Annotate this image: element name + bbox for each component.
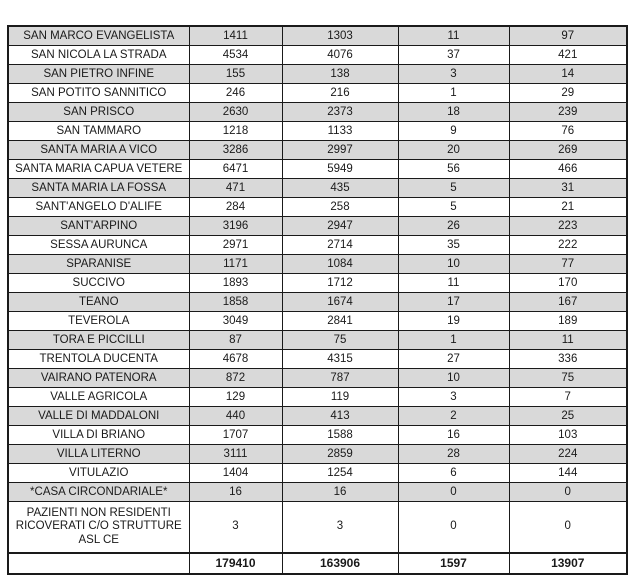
table-row <box>8 179 627 198</box>
value-cell: 4534 <box>189 46 282 65</box>
table-row <box>8 445 627 464</box>
table-row <box>8 103 627 122</box>
value-cell: 0 <box>509 502 627 554</box>
value-cell: 223 <box>509 217 627 236</box>
municipality-name-cell: VAIRANO PATENORA <box>8 369 189 388</box>
municipality-name-cell: *CASA CIRCONDARIALE* <box>8 483 189 502</box>
municipality-name-cell: SANTA MARIA LA FOSSA <box>8 179 189 198</box>
value-cell: 3286 <box>189 141 282 160</box>
table-row <box>8 84 627 103</box>
totals-value-cell: 13907 <box>509 553 627 574</box>
value-cell: 11 <box>398 274 509 293</box>
table-row <box>8 274 627 293</box>
value-cell: 1707 <box>189 426 282 445</box>
value-cell: 466 <box>509 160 627 179</box>
municipality-name-cell: SESSA AURUNCA <box>8 236 189 255</box>
table-row <box>8 407 627 426</box>
value-cell: 336 <box>509 350 627 369</box>
value-cell: 27 <box>398 350 509 369</box>
value-cell: 1588 <box>282 426 398 445</box>
municipality-name-cell: SANT'ARPINO <box>8 217 189 236</box>
value-cell: 1712 <box>282 274 398 293</box>
value-cell: 2859 <box>282 445 398 464</box>
value-cell: 19 <box>398 312 509 331</box>
value-cell: 3 <box>398 65 509 84</box>
value-cell: 2841 <box>282 312 398 331</box>
value-cell: 87 <box>189 331 282 350</box>
value-cell: 2997 <box>282 141 398 160</box>
value-cell: 28 <box>398 445 509 464</box>
municipality-name-cell: SAN NICOLA LA STRADA <box>8 46 189 65</box>
table-row <box>8 369 627 388</box>
municipality-name-cell: VILLA DI BRIANO <box>8 426 189 445</box>
municipality-name-cell: SAN TAMMARO <box>8 122 189 141</box>
municipality-name-cell: VITULAZIO <box>8 464 189 483</box>
value-cell: 1171 <box>189 255 282 274</box>
value-cell: 4315 <box>282 350 398 369</box>
value-cell: 1303 <box>282 26 398 46</box>
value-cell: 2714 <box>282 236 398 255</box>
table-row <box>8 46 627 65</box>
value-cell: 75 <box>282 331 398 350</box>
totals-value-cell: 163906 <box>282 553 398 574</box>
value-cell: 0 <box>398 483 509 502</box>
value-cell: 2630 <box>189 103 282 122</box>
municipality-name-cell: SAN MARCO EVANGELISTA <box>8 26 189 46</box>
table-row <box>8 141 627 160</box>
municipality-name-cell: SAN POTITO SANNITICO <box>8 84 189 103</box>
table-row <box>8 160 627 179</box>
value-cell: 20 <box>398 141 509 160</box>
table-row <box>8 198 627 217</box>
value-cell: 17 <box>398 293 509 312</box>
value-cell: 1254 <box>282 464 398 483</box>
value-cell: 9 <box>398 122 509 141</box>
value-cell: 6 <box>398 464 509 483</box>
value-cell: 29 <box>509 84 627 103</box>
value-cell: 1411 <box>189 26 282 46</box>
value-cell: 155 <box>189 65 282 84</box>
table-row <box>8 217 627 236</box>
value-cell: 216 <box>282 84 398 103</box>
value-cell: 5 <box>398 179 509 198</box>
value-cell: 1 <box>398 84 509 103</box>
value-cell: 3049 <box>189 312 282 331</box>
table-body <box>8 26 627 553</box>
value-cell: 10 <box>398 255 509 274</box>
value-cell: 11 <box>398 26 509 46</box>
municipality-table <box>7 25 628 575</box>
value-cell: 119 <box>282 388 398 407</box>
value-cell: 4678 <box>189 350 282 369</box>
value-cell: 3 <box>282 502 398 554</box>
municipality-name-cell: SANTA MARIA CAPUA VETERE <box>8 160 189 179</box>
value-cell: 872 <box>189 369 282 388</box>
municipality-name-cell: TORA E PICCILLI <box>8 331 189 350</box>
municipality-name-cell: SAN PRISCO <box>8 103 189 122</box>
table-row <box>8 464 627 483</box>
value-cell: 167 <box>509 293 627 312</box>
value-cell: 3196 <box>189 217 282 236</box>
table-row <box>8 26 627 46</box>
value-cell: 11 <box>509 331 627 350</box>
value-cell: 239 <box>509 103 627 122</box>
value-cell: 2 <box>398 407 509 426</box>
value-cell: 25 <box>509 407 627 426</box>
table-row <box>8 312 627 331</box>
municipality-name-cell: SAN PIETRO INFINE <box>8 65 189 84</box>
value-cell: 2373 <box>282 103 398 122</box>
value-cell: 284 <box>189 198 282 217</box>
municipality-name-cell: SPARANISE <box>8 255 189 274</box>
value-cell: 138 <box>282 65 398 84</box>
totals-label-cell <box>8 553 189 574</box>
value-cell: 56 <box>398 160 509 179</box>
value-cell: 16 <box>282 483 398 502</box>
value-cell: 3 <box>189 502 282 554</box>
value-cell: 16 <box>189 483 282 502</box>
table-row <box>8 236 627 255</box>
municipality-name-cell: SANT'ANGELO D'ALIFE <box>8 198 189 217</box>
municipality-name-cell: TEANO <box>8 293 189 312</box>
table-row <box>8 483 627 502</box>
value-cell: 1674 <box>282 293 398 312</box>
table-row <box>8 350 627 369</box>
value-cell: 77 <box>509 255 627 274</box>
value-cell: 7 <box>509 388 627 407</box>
municipality-name-cell: TRENTOLA DUCENTA <box>8 350 189 369</box>
value-cell: 21 <box>509 198 627 217</box>
value-cell: 3111 <box>189 445 282 464</box>
value-cell: 18 <box>398 103 509 122</box>
value-cell: 0 <box>398 502 509 554</box>
table-row <box>8 502 627 554</box>
value-cell: 269 <box>509 141 627 160</box>
table-row <box>8 293 627 312</box>
value-cell: 4076 <box>282 46 398 65</box>
value-cell: 6471 <box>189 160 282 179</box>
table-row <box>8 426 627 445</box>
value-cell: 76 <box>509 122 627 141</box>
totals-value-cell: 1597 <box>398 553 509 574</box>
value-cell: 787 <box>282 369 398 388</box>
value-cell: 37 <box>398 46 509 65</box>
value-cell: 1404 <box>189 464 282 483</box>
table-row <box>8 65 627 84</box>
municipality-name-cell: PAZIENTI NON RESIDENTI RICOVERATI C/O STRUTTURE ASL CE <box>8 502 189 554</box>
table-footer <box>8 553 627 574</box>
value-cell: 26 <box>398 217 509 236</box>
value-cell: 75 <box>509 369 627 388</box>
value-cell: 170 <box>509 274 627 293</box>
value-cell: 246 <box>189 84 282 103</box>
value-cell: 16 <box>398 426 509 445</box>
table-row <box>8 388 627 407</box>
value-cell: 224 <box>509 445 627 464</box>
value-cell: 129 <box>189 388 282 407</box>
value-cell: 421 <box>509 46 627 65</box>
value-cell: 5 <box>398 198 509 217</box>
value-cell: 144 <box>509 464 627 483</box>
value-cell: 2947 <box>282 217 398 236</box>
value-cell: 0 <box>509 483 627 502</box>
value-cell: 1133 <box>282 122 398 141</box>
value-cell: 435 <box>282 179 398 198</box>
value-cell: 3 <box>398 388 509 407</box>
municipality-name-cell: SUCCIVO <box>8 274 189 293</box>
table-row <box>8 122 627 141</box>
value-cell: 222 <box>509 236 627 255</box>
value-cell: 97 <box>509 26 627 46</box>
value-cell: 1218 <box>189 122 282 141</box>
value-cell: 14 <box>509 65 627 84</box>
value-cell: 31 <box>509 179 627 198</box>
municipality-name-cell: VILLA LITERNO <box>8 445 189 464</box>
value-cell: 258 <box>282 198 398 217</box>
table-row <box>8 255 627 274</box>
value-cell: 10 <box>398 369 509 388</box>
value-cell: 1858 <box>189 293 282 312</box>
value-cell: 189 <box>509 312 627 331</box>
value-cell: 103 <box>509 426 627 445</box>
value-cell: 2971 <box>189 236 282 255</box>
value-cell: 1084 <box>282 255 398 274</box>
value-cell: 1 <box>398 331 509 350</box>
totals-row <box>8 553 627 574</box>
municipality-name-cell: TEVEROLA <box>8 312 189 331</box>
municipality-name-cell: VALLE DI MADDALONI <box>8 407 189 426</box>
value-cell: 35 <box>398 236 509 255</box>
value-cell: 471 <box>189 179 282 198</box>
totals-value-cell: 179410 <box>189 553 282 574</box>
value-cell: 413 <box>282 407 398 426</box>
value-cell: 5949 <box>282 160 398 179</box>
table-row <box>8 331 627 350</box>
value-cell: 1893 <box>189 274 282 293</box>
municipality-name-cell: VALLE AGRICOLA <box>8 388 189 407</box>
value-cell: 440 <box>189 407 282 426</box>
municipality-name-cell: SANTA MARIA A VICO <box>8 141 189 160</box>
